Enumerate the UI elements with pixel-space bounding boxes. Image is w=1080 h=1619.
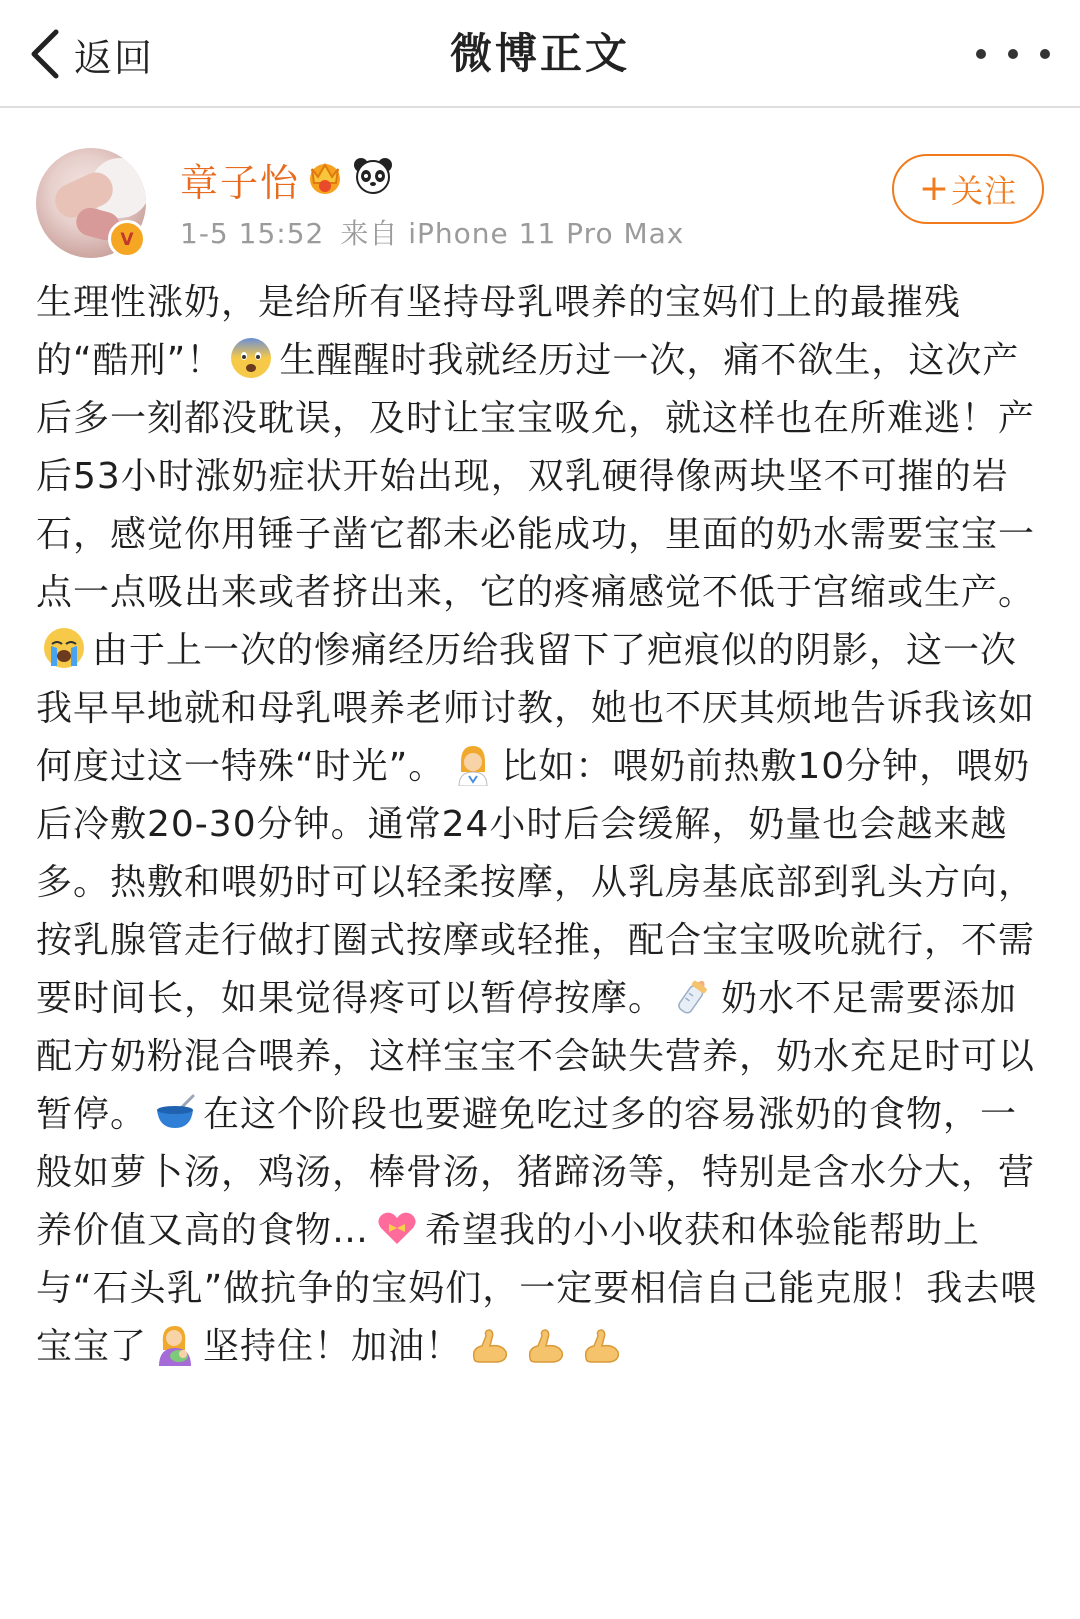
- post-source: 来自 iPhone 11 Pro Max: [340, 217, 685, 250]
- top-navbar: [0, 0, 1080, 108]
- post-content: [36, 274, 1046, 1376]
- post-text-segment: 比如：喂奶前热敷10分钟，喂奶后冷敷20-30分钟。通常24小时后会缓解，奶量也会越来越多。热敷和喂奶时可以轻柔按摩，从乳房基底部到乳头方向，按乳腺管走行做打圈式按摩或轻推，配合宝宝吸吮就行，不需要时间长，如果觉得疼可以暂停按摩。: [36, 746, 1036, 1019]
- heart-ribbon-icon: [375, 1206, 419, 1250]
- breastfeeding-icon: [153, 1322, 197, 1366]
- dot: [1008, 49, 1018, 59]
- crying-face-icon: [42, 626, 86, 670]
- chevron-left-icon: [26, 26, 66, 82]
- fearful-face-icon: [229, 336, 273, 380]
- plus-icon: +: [918, 168, 950, 209]
- author-name[interactable]: 章子怡: [180, 161, 301, 205]
- post-text-segment: 坚持住！加油！: [203, 1326, 463, 1367]
- post-meta: [180, 212, 684, 252]
- flexed-bicep-icon: [580, 1322, 624, 1366]
- post-text-segment: 生醒醒时我就经历过一次，痛不欲生，这次产后多一刻都没耽误，及时让宝宝吸允，就这样也在所难逃！产后53小时涨奶症状开始出现，双乳硬得像两块坚不可摧的岩石，感觉你用锤子凿它都未必能成功，里面的奶水需要宝宝一点一点吸出来或者挤出来，它的疼痛感觉不低于宫缩或生产。: [36, 340, 1036, 613]
- dot: [976, 49, 986, 59]
- vip-crown-icon[interactable]: [304, 155, 346, 197]
- dot: [1040, 49, 1050, 59]
- verified-badge-icon: [108, 220, 146, 258]
- baby-bottle-icon: [671, 974, 715, 1018]
- post-time: 1-5 15:52: [180, 217, 325, 250]
- follow-label: 关注: [951, 172, 1018, 210]
- post-text-segment: 奶水不足需要添加配方奶粉混合喂养，这样宝宝不会缺失营养，奶水充足时可以暂停。: [36, 978, 1036, 1135]
- page-title: 微博正文: [449, 29, 630, 78]
- post-header: [0, 108, 1080, 278]
- more-options-icon[interactable]: [976, 34, 1050, 74]
- flexed-bicep-icon: [468, 1322, 512, 1366]
- verified-letter: V: [120, 230, 134, 250]
- post-text-segment: 在这个阶段也要避免吃过多的容易涨奶的食物，一般如萝卜汤，鸡汤，棒骨汤，猪蹄汤等，特别是含水分大，营养价值又高的食物…: [36, 1094, 1036, 1251]
- post-text-segment: 希望我的小小收获和体验能帮助上与“石头乳”做抗争的宝妈们，一定要相信自己能克服！我去喂宝宝了: [36, 1210, 1038, 1367]
- panda-icon[interactable]: [352, 155, 394, 197]
- bowl-spoon-icon: [153, 1090, 197, 1134]
- back-label: 返回: [74, 35, 155, 80]
- flexed-bicep-icon: [524, 1322, 568, 1366]
- back-button[interactable]: [26, 22, 154, 86]
- post-text-segment: 生理性涨奶，是给所有坚持母乳喂养的宝妈们上的最摧残的“酷刑”！: [36, 282, 962, 381]
- post-text-segment: 由于上一次的惨痛经历给我留下了疤痕似的阴影，这一次我早早地就和母乳喂养老师讨教，她也不厌其烦地告诉我该如何度过这一特殊“时光”。: [36, 630, 1036, 787]
- health-worker-icon: [451, 742, 495, 786]
- user-badges: [304, 154, 400, 198]
- follow-button[interactable]: [892, 154, 1044, 224]
